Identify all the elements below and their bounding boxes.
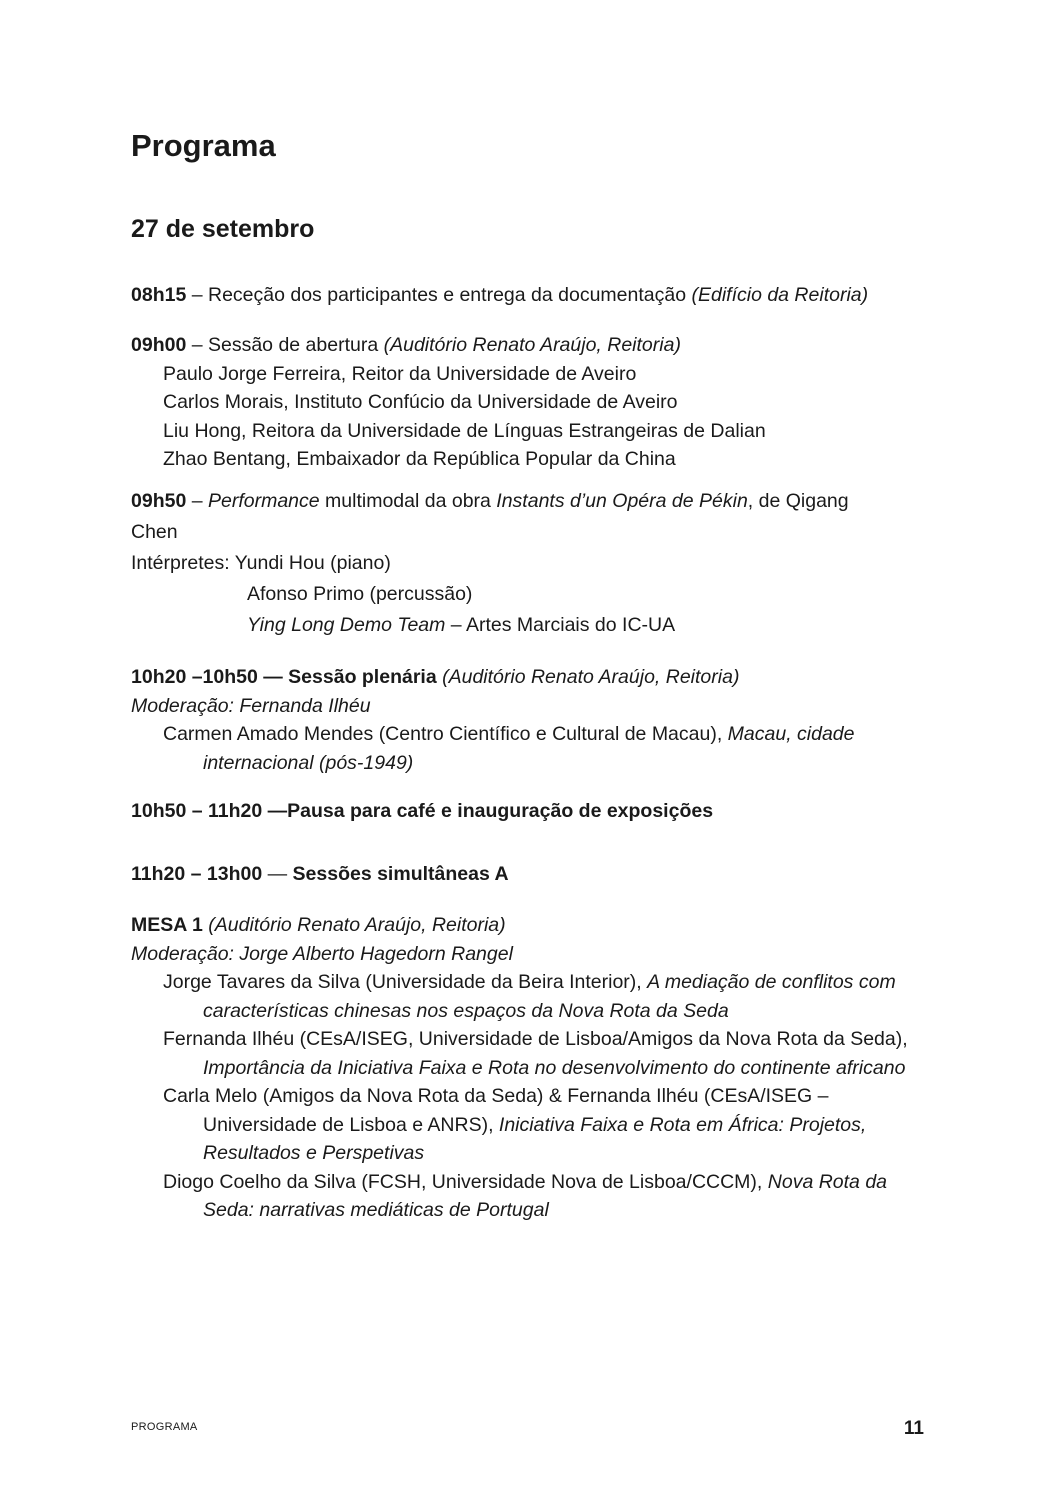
footer-label: PROGRAMA	[131, 1421, 198, 1433]
performer: Afonso Primo (percussão)	[247, 583, 473, 605]
performer: Yundi Hou (piano)	[234, 552, 391, 574]
session-location: (Auditório Renato Araújo, Reitoria)	[383, 334, 681, 356]
talk-entry: Carmen Amado Mendes (Centro Científico e Cultural de Macau), Macau, cidade internacional (pós-1949)	[163, 723, 855, 774]
session-title: Sessões simultâneas A	[292, 863, 509, 885]
date-heading: 27 de setembro	[131, 215, 315, 243]
session-location: (Edifício da Reitoria)	[691, 284, 869, 306]
session-location: (Auditório Renato Araújo, Reitoria)	[436, 666, 740, 688]
session-time: 09h00	[131, 334, 187, 356]
speaker-line: Zhao Bentang, Embaixador da República Popular da China	[163, 448, 676, 470]
session-text: Receção dos participantes e entrega da documentação	[207, 284, 692, 306]
moderation: Moderação: Jorge Alberto Hagedorn Rangel	[131, 942, 513, 965]
session-break	[131, 797, 926, 826]
work-title: Instants d’un Opéra de Pékin	[496, 490, 748, 512]
session-0900: 09h00 – Sessão de abertura (Auditório Renato Araújo, Reitoria) Paulo Jorge Ferreira, Reitor da Universidade de Aveiro Carlos Morais, Instituto Confúcio da Universidade de Aveiro Liu Hong, Reitora da Universidade de Línguas Estrangeiras de Dalian Zhao Bentang, Embaixador da República Popular da China	[131, 331, 926, 474]
session-0815: 08h15 – Receção dos participantes e entrega da documentação (Edifício da Reitoria)	[131, 284, 869, 306]
speaker-line: Carlos Morais, Instituto Confúcio da Universidade de Aveiro	[163, 391, 678, 413]
session-parallel-a: 11h20 – 13h00 — Sessões simultâneas A	[131, 863, 509, 885]
speaker-line: Liu Hong, Reitora da Universidade de Línguas Estrangeiras de Dalian	[163, 419, 766, 442]
performers-label: Intérpretes:	[131, 552, 235, 574]
talk-entry: Carla Melo (Amigos da Nova Rota da Seda) & Fernanda Ilhéu (CEsA/ISEG – Universidade de Lisboa e ANRS), Iniciativa Faixa e Rota em África: Projetos, Resultados e Perspetivas	[163, 1085, 867, 1164]
session-time: 09h50	[131, 490, 187, 512]
session-plenary	[131, 663, 926, 777]
session-time: 08h15	[131, 284, 187, 306]
talk-entry: Jorge Tavares da Silva (Universidade da Beira Interior), A mediação de conflitos com características chinesas nos espaços da Nova Rota da Seda	[163, 971, 896, 1022]
session-title: 10h50 – 11h20 —Pausa para café e inauguração de exposições	[131, 800, 714, 822]
session-location: (Auditório Renato Araújo, Reitoria)	[202, 914, 506, 936]
page-number: 11	[903, 1418, 924, 1439]
session-0950: 09h50 – Performance multimodal da obra Instants d’un Opéra de Pékin, de Qigang Chen Intérpretes: Yundi Hou (piano) Afonso Primo (percussão) Ying Long Demo Team – Artes Marciais do IC-UA	[131, 486, 926, 641]
page-title: Programa	[131, 128, 276, 163]
session-text: Sessão de abertura	[207, 334, 384, 356]
moderation: Moderação: Fernanda Ilhéu	[131, 694, 371, 717]
session-time: 10h20 –10h50 — Sessão plenária	[131, 666, 437, 688]
session-time: 11h20 – 13h00	[131, 863, 263, 885]
speaker-line: Paulo Jorge Ferreira, Reitor da Universidade de Aveiro	[163, 362, 637, 385]
performer: Ying Long Demo Team – Artes Marciais do IC-UA	[247, 614, 676, 636]
mesa-1	[131, 911, 926, 1225]
mesa-label: MESA 1	[131, 914, 203, 936]
talk-entry: Diogo Coelho da Silva (FCSH, Universidade Nova de Lisboa/CCCM), Nova Rota da Seda: narrativas mediáticas de Portugal	[163, 1170, 888, 1221]
talk-entry: Fernanda Ilhéu (CEsA/ISEG, Universidade de Lisboa/Amigos da Nova Rota da Seda), Importância da Iniciativa Faixa e Rota no desenvolvimento do continente africano	[163, 1028, 908, 1079]
